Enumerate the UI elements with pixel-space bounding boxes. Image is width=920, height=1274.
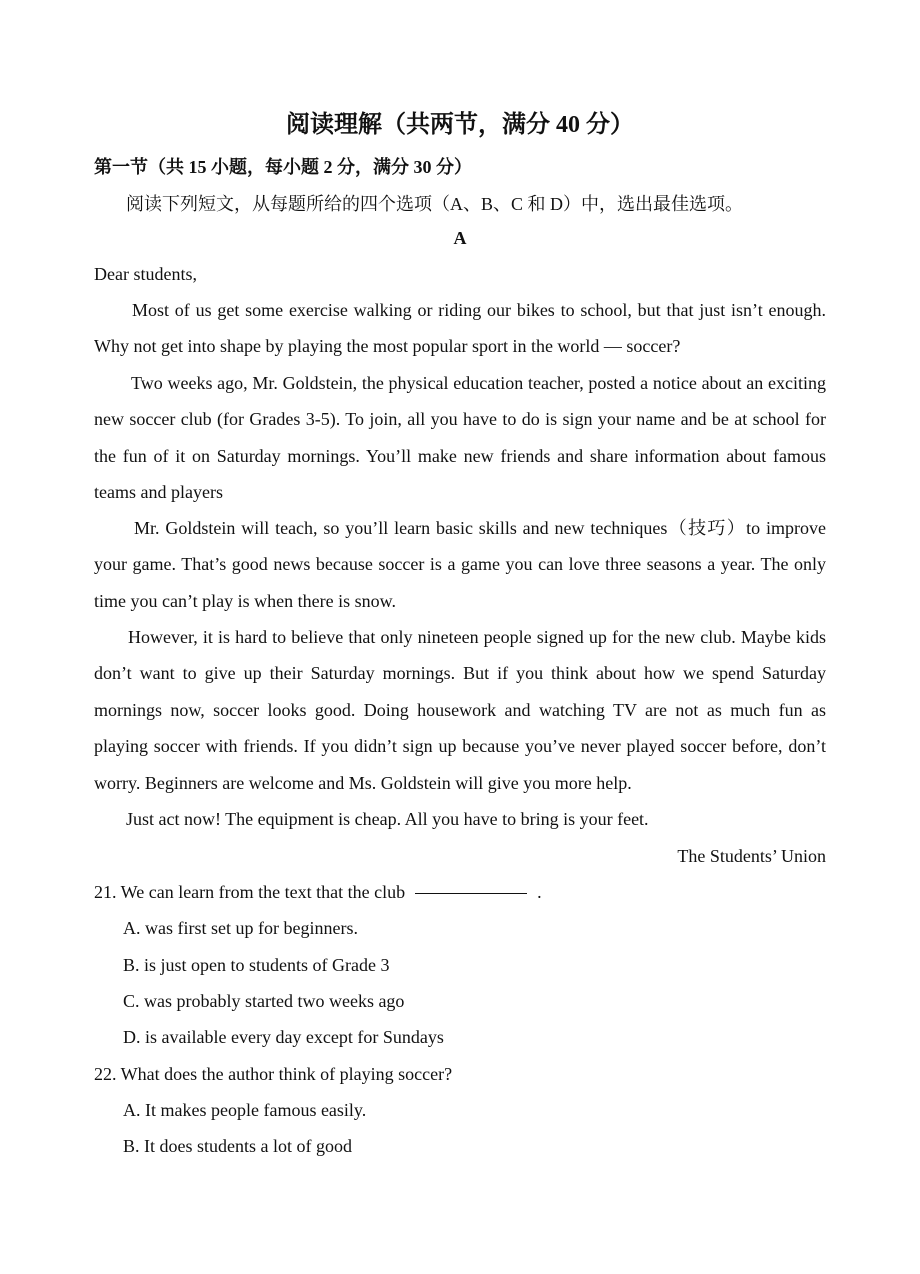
option-21-b: B. is just open to students of Grade 3 (123, 955, 390, 975)
passage-signature: The Students’ Union (677, 846, 826, 866)
passage-salutation: Dear students, (94, 264, 197, 284)
section-instruction: 阅读下列短文，从每题所给的四个选项（A、B、C 和 D）中，选出最佳选项。 (126, 194, 744, 214)
option-22-b: B. It does students a lot of good (123, 1136, 352, 1156)
passage-paragraph-2: Two weeks ago, Mr. Goldstein, the physical education teacher, posted a notice about an exciting new soccer club (for Grades 3-5). To join, all you have to do is sign your name and be at school for the fun of it on Saturday mornings. You’ll make new friends and share information about famous teams and players (94, 373, 826, 503)
section-heading: 第一节（共 15 小题，每小题 2 分，满分 30 分） (94, 157, 472, 177)
passage-paragraph-3: Mr. Goldstein will teach, so you’ll learn basic skills and new techniques（技巧）to improve your game. That’s good news because soccer is a game you can love three seasons a year. The only time you can’t play is when there is snow. (94, 518, 826, 611)
option-21-c: C. was probably started two weeks ago (123, 991, 405, 1011)
passage-paragraph-1: Most of us get some exercise walking or riding our bikes to school, but that just isn’t enough. Why not get into shape by playing the most popular sport in the world — soccer? (94, 300, 826, 357)
passage-paragraph-4: However, it is hard to believe that only nineteen people signed up for the new club. Maybe kids don’t want to give up their Saturday mornings. But if you think about how we spend Saturday mornings now, soccer looks good. Doing housework and watching TV are not as much fun as playing soccer with friends. If you didn’t sign up because you’ve never played soccer before, don’t worry. Beginners are welcome and Ms. Goldstein will give you more help. (94, 627, 826, 793)
question-22: 22. What does the author think of playing soccer? (94, 1064, 453, 1084)
option-21-a: A. was first set up for beginners. (123, 918, 358, 938)
passage-label: A (453, 228, 467, 248)
question-stem: 21. We can learn from the text that the club (94, 882, 406, 902)
passage-paragraph-5: Just act now! The equipment is cheap. All you have to bring is your feet. (126, 809, 649, 829)
question-stem-end: . (537, 882, 542, 902)
page-title: 阅读理解（共两节，满分 40 分） (286, 112, 634, 138)
answer-blank (415, 893, 527, 894)
option-22-a: A. It makes people famous easily. (123, 1100, 367, 1120)
option-21-d: D. is available every day except for Sundays (123, 1027, 444, 1047)
question-21 (94, 882, 542, 903)
